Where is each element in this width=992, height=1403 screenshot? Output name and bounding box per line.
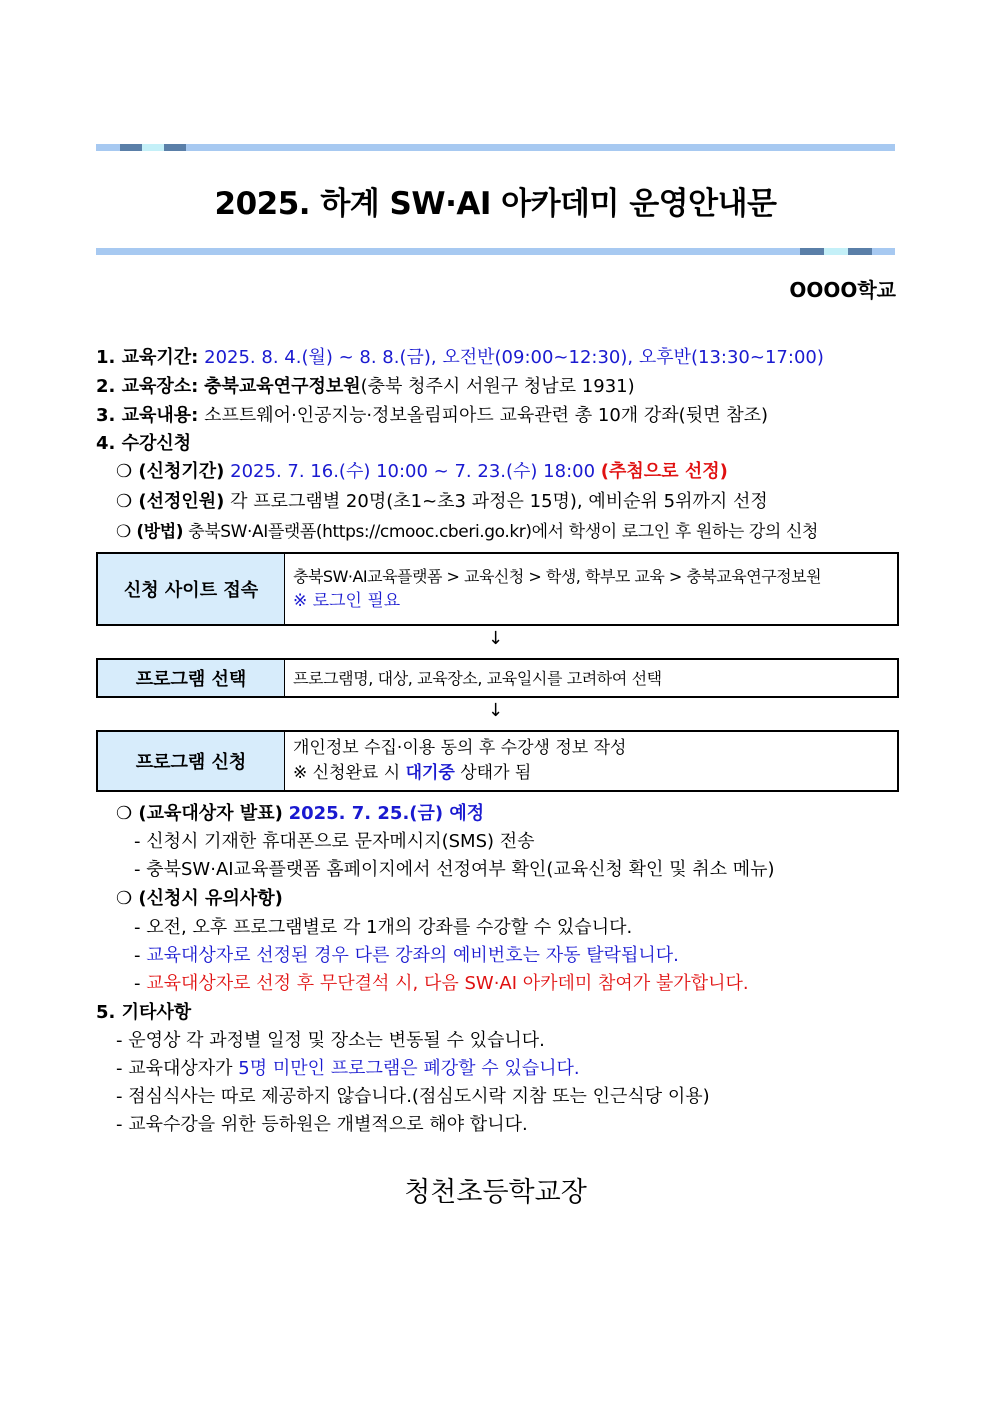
announce-sub1: - 신청시 기재한 휴대폰으로 문자메시지(SMS) 전송 [134, 831, 535, 852]
status-waiting: 대기중 [405, 763, 455, 783]
top-divider-bar [96, 144, 895, 151]
etc-sub1: - 운영상 각 과정별 일정 및 장소는 변동될 수 있습니다. [116, 1030, 545, 1051]
flow-step-apply-note [293, 761, 626, 786]
place-label: 2. 교육장소: [96, 376, 199, 397]
down-arrow-icon: ↓ [488, 628, 504, 649]
apply-heading: 4. 수강신청 [96, 433, 192, 454]
content-line [96, 404, 768, 428]
announce-label: ❍ (교육대상자 발표) [116, 803, 283, 824]
selection-value: 각 프로그램별 20명(초1~초3 과정은 15명), 예비순위 5위까지 선정 [230, 491, 768, 512]
selection-label: ❍ (선정인원) [116, 491, 225, 512]
flow-step-site-label: 신청 사이트 접속 [98, 554, 285, 624]
period-line [96, 346, 824, 370]
caution-sub1: - 오전, 오후 프로그램별로 각 1개의 강좌를 수강할 수 있습니다. [134, 917, 633, 938]
etc-heading: 5. 기타사항 [96, 1002, 192, 1023]
school-name: OOOO학교 [789, 278, 896, 302]
etc-sub4: - 교육수강을 위한 등하원은 개별적으로 해야 합니다. [116, 1114, 528, 1135]
etc-sub3: - 점심식사는 따로 제공하지 않습니다.(점심도시락 지참 또는 인근식당 이용) [116, 1086, 710, 1107]
signature: 청천초등학교장 [404, 1177, 587, 1208]
caution-sub3 [134, 972, 749, 996]
place-name: 충북교육연구정보원 [204, 376, 361, 397]
flow-step-apply-text: 개인정보 수집·이용 동의 후 수강생 정보 작성 [293, 738, 627, 758]
flow-step-select-text: 프로그램명, 대상, 교육장소, 교육일시를 고려하여 선택 [293, 668, 662, 688]
flow-step-apply [96, 730, 899, 792]
announce-line [116, 802, 484, 826]
apply-period-value: 2025. 7. 16.(수) 10:00 ~ 7. 23.(수) 18:00 [230, 461, 596, 482]
bottom-divider-bar [96, 248, 895, 255]
flow-step-site [96, 552, 899, 626]
announce-value: 2025. 7. 25.(금) 예정 [288, 803, 485, 824]
apply-period-line [116, 460, 728, 484]
caution-dash: - [134, 945, 147, 966]
divider-segment [142, 144, 164, 151]
apply-period-label: ❍ (신청기간) [116, 461, 225, 482]
flow-note-prefix: ※ 신청완료 시 [293, 763, 406, 783]
flow-step-site-content [285, 554, 829, 624]
method-line [116, 520, 818, 544]
etc-sub2 [116, 1057, 580, 1081]
divider-segment [164, 144, 186, 151]
method-label: ❍ (방법) [116, 522, 184, 542]
selection-line [116, 490, 768, 514]
announce-sub2: - 충북SW·AI교육플랫폼 홈페이지에서 선정여부 확인(교육신청 확인 및 취소 메뉴) [134, 859, 775, 880]
divider-segment [848, 248, 872, 255]
content-label: 3. 교육내용: [96, 405, 199, 426]
flow-step-apply-label: 프로그램 신청 [98, 732, 285, 790]
place-address: (충북 청주시 서원구 청남로 1931) [360, 376, 635, 397]
flow-step-apply-content [285, 732, 634, 790]
caution-sub2 [134, 944, 679, 968]
place-line [96, 375, 635, 399]
flow-step-select [96, 658, 899, 698]
flow-step-site-path: 충북SW·AI교육플랫폼 > 교육신청 > 학생, 학부모 교육 > 충북교육연구정보원 [293, 567, 822, 586]
content-value: 소프트웨어·인공지능·정보올림피아드 교육관련 총 10개 강좌(뒷면 참조) [204, 405, 768, 426]
caution-label: ❍ (신청시 유의사항) [116, 888, 283, 909]
period-value: 2025. 8. 4.(월) ~ 8. 8.(금), 오전반(09:00~12:30), 오후반(13:30~17:00) [204, 347, 824, 368]
method-value: 충북SW·AI플랫폼(https://cmooc.cberi.go.kr)에서 학생이 로그인 후 원하는 강의 신청 [188, 522, 819, 542]
divider-segment [824, 248, 848, 255]
down-arrow-icon: ↓ [488, 700, 504, 721]
divider-segment [800, 248, 824, 255]
period-label: 1. 교육기간: [96, 347, 199, 368]
document-title: 2025. 하계 SW·AI 아카데미 운영안내문 [214, 186, 777, 222]
flow-step-select-content [285, 660, 670, 696]
apply-period-note: (추첨으로 선정) [600, 461, 728, 482]
etc-sub2-text: 5명 미만인 프로그램은 폐강할 수 있습니다. [238, 1058, 580, 1079]
divider-segment [120, 144, 142, 151]
caution-dash: - [134, 973, 147, 994]
flow-step-site-note: ※ 로그인 필요 [293, 591, 401, 611]
caution-sub2-text: 교육대상자로 선정된 경우 다른 강좌의 예비번호는 자동 탈락됩니다. [146, 945, 679, 966]
caution-sub3-text: 교육대상자로 선정 후 무단결석 시, 다음 SW·AI 아카데미 참여가 불가합니다. [146, 973, 749, 994]
flow-note-suffix: 상태가 됨 [454, 763, 532, 783]
etc-sub2-prefix: - 교육대상자가 [116, 1058, 239, 1079]
flow-step-select-label: 프로그램 선택 [98, 660, 285, 696]
